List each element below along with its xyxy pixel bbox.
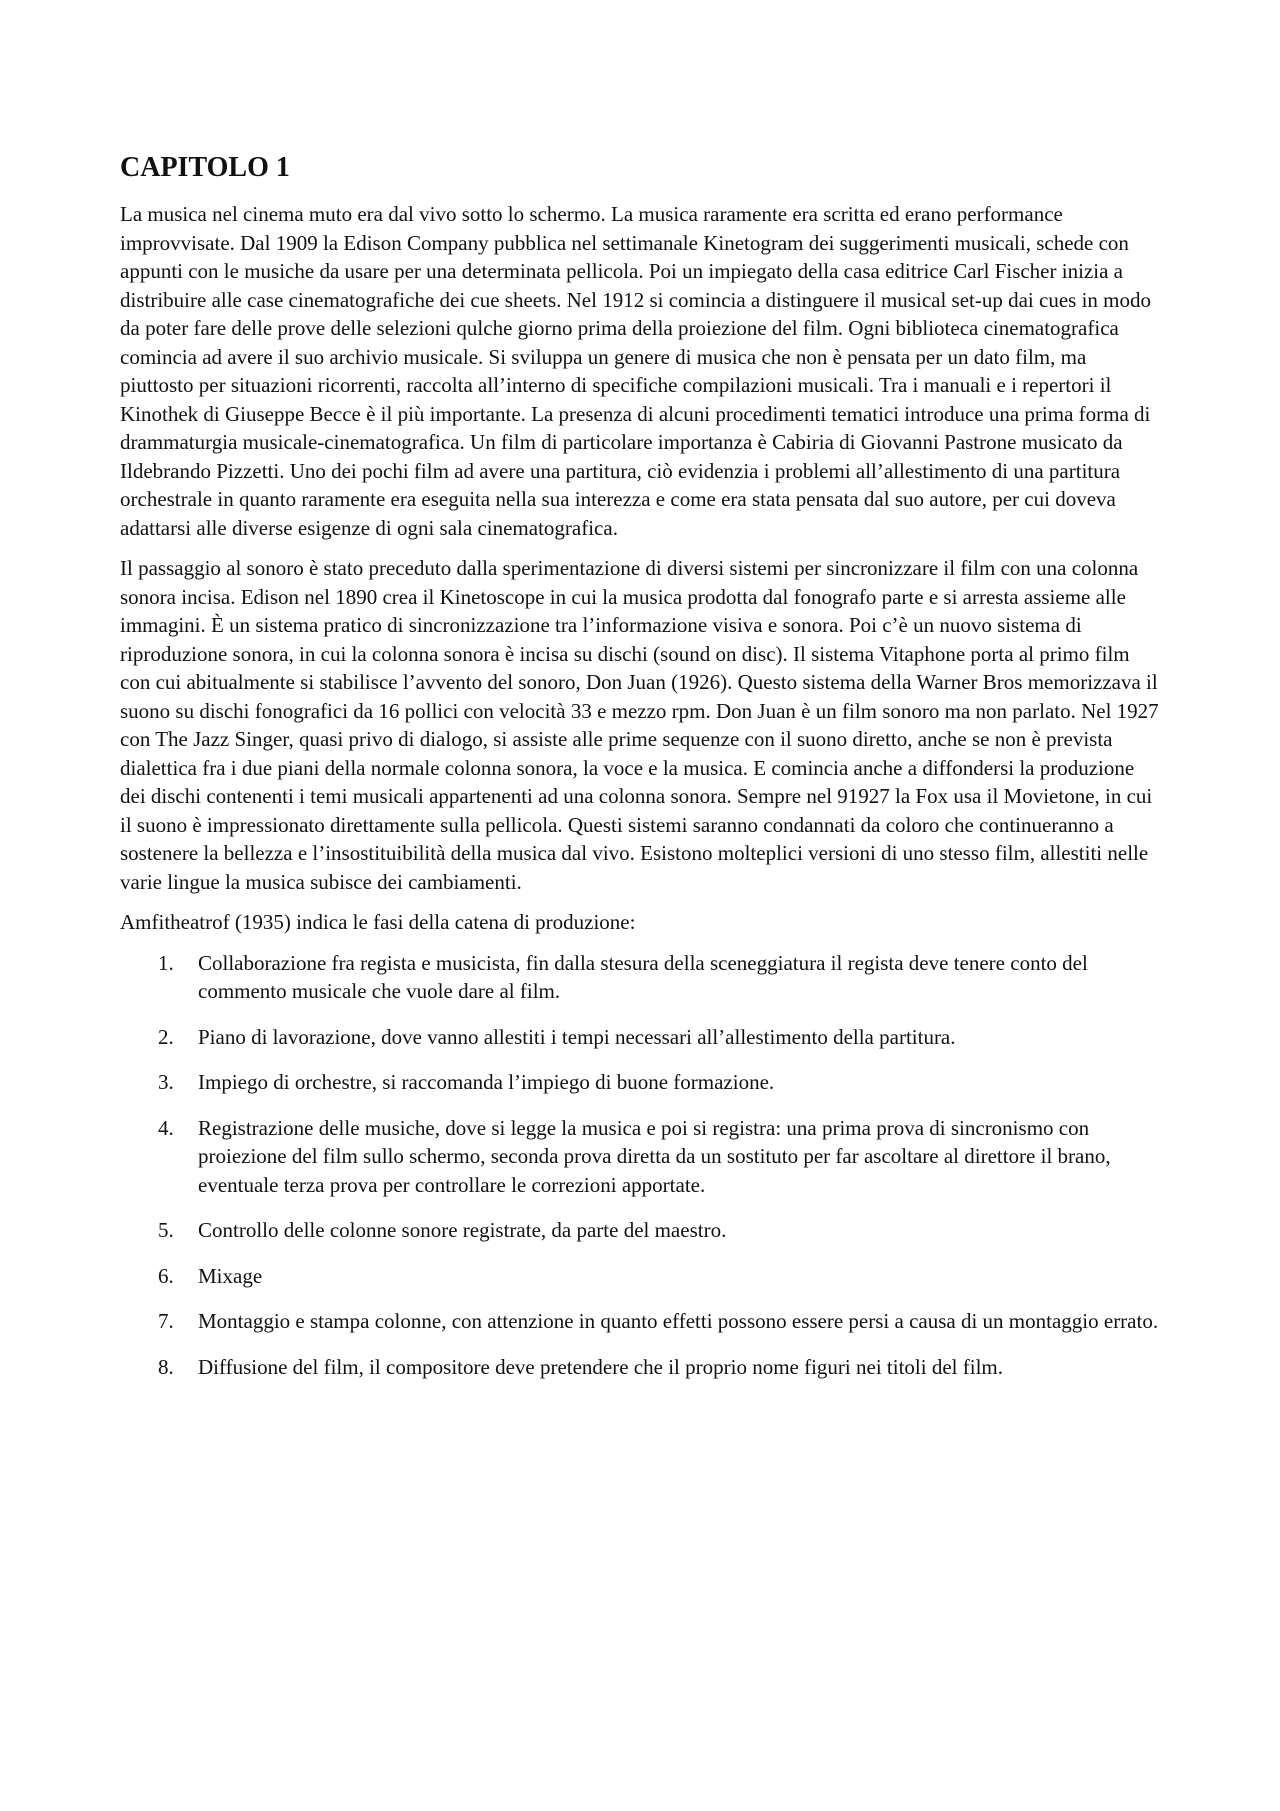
paragraph-silent-cinema: La musica nel cinema muto era dal vivo sotto lo schermo. La musica raramente era scritta ed erano performance improvvisate. Dal 1909 la Edison Company pubblica nel settimanale Kinetogram dei suggerimenti musicali, schede con appunti con le musiche da usare per una determinata pellicola. Poi un impiegato della casa editrice Carl Fischer inizia a distribuire alle case cinematografiche dei cue sheets. Nel 1912 si comincia a distinguere il musical set-up dai cues in modo da poter fare delle prove delle selezioni qulche giorno prima della proiezione del film. Ogni biblioteca cinematografica comincia ad avere il suo archivio musicale. Si sviluppa un genere di musica che non è pensata per un dato film, ma piuttosto per situazioni ricorrenti, raccolta all’interno di specifiche compilazioni musicali. Tra i manuali e i repertori il Kinothek di Giuseppe Becce è il più importante. La presenza di alcuni procedimenti tematici introduce una prima forma di drammaturgia musicale-cinematografica. Un film di particolare importanza è Cabiria di Giovanni Pastrone musicato da Ildebrando Pizzetti. Uno dei pochi film ad avere una partitura, ciò evidenzia i problemi all’allestimento di una partitura orchestrale in quanto raramente era eseguita nella sua interezza e come era stata pensata dal suo autore, per cui doveva adattarsi alle diverse esigenze di ogni sala cinematografica. <box>120 202 1151 540</box>
list-item-number: 4. <box>158 1115 174 1140</box>
list-item-text: Collaborazione fra regista e musicista, fin dalla stesura della sceneggiatura il regista deve tenere conto del commento musicale che vuole dare al film. <box>198 950 1088 1003</box>
list-item-number: 2. <box>158 1024 174 1049</box>
list-item-text: Impiego di orchestre, si raccomanda l’impiego di buone formazione. <box>198 1070 775 1094</box>
list-item-text: Controllo delle colonne sonore registrate, da parte del maestro. <box>198 1218 727 1242</box>
list-item-number: 3. <box>158 1070 174 1094</box>
list-item <box>120 1262 1165 1291</box>
chapter-title: CAPITOLO 1 <box>120 152 290 183</box>
list-item-text: Montaggio e stampa colonne, con attenzione in quanto effetti possono essere persi a causa di un montaggio errato. <box>198 1309 1159 1333</box>
paragraph-production-intro: Amfitheatrof (1935) indica le fasi della catena di produzione: <box>120 910 636 934</box>
list-item <box>120 1216 1165 1245</box>
production-steps-list <box>120 949 1165 1382</box>
list-item-text: Diffusione del film, il compositore deve pretendere che il proprio nome figuri nei titoli del film. <box>198 1354 1003 1379</box>
list-item-text: Piano di lavorazione, dove vanno allestiti i tempi necessari all’allestimento della partitura. <box>198 1024 956 1049</box>
document-page <box>120 150 1165 1398</box>
list-item <box>120 1114 1165 1200</box>
list-item-text: Registrazione delle musiche, dove si legge la musica e poi si registra: una prima prova di sincronismo con proiezione del film sullo schermo, seconda prova diretta da un sostituto per far ascoltare al direttore il brano, eventuale terza prova per controllare le correzioni apportate. <box>198 1115 1111 1197</box>
list-item <box>120 949 1165 1006</box>
list-item <box>120 1307 1165 1336</box>
list-item-number: 8. <box>158 1354 174 1379</box>
list-item-number: 1. <box>158 950 174 975</box>
list-item <box>120 1353 1165 1382</box>
paragraph-sound-transition: Il passaggio al sonoro è stato preceduto dalla sperimentazione di diversi sistemi per sincronizzare il film con una colonna sonora incisa. Edison nel 1890 crea il Kinetoscope in cui la musica prodotta dal fonografo parte e si arresta assieme alle immagini. È un sistema pratico di sincronizzazione tra l’informazione visiva e sonora. Poi c’è un nuovo sistema di riproduzione sonora, in cui la colonna sonora è incisa su dischi (sound on disc). Il sistema Vitaphone porta al primo film con cui abitualmente si stabilisce l’avvento del sonoro, Don Juan (1926). Questo sistema della Warner Bros memorizzava il suono su dischi fonografici da 16 pollici con velocità 33 e mezzo rpm. Don Juan è un film sonoro ma non parlato. Nel 1927 con The Jazz Singer, quasi privo di dialogo, si assiste alle prime sequenze con il suono diretto, anche se non è prevista dialettica fra i due piani della normale colonna sonora, la voce e la musica. E comincia anche a diffondersi la produzione dei dischi contenenti i temi musicali appartenenti ad una colonna sonora. Sempre nel 91927 la Fox usa il Movietone, in cui il suono è impressionato direttamente sulla pellicola. Questi sistemi saranno condannati da coloro che continueranno a sostenere la bellezza e l’insostituibilità della musica dal vivo. Esistono molteplici versioni di uno stesso film, allestiti nelle varie lingue la musica subisce dei cambiamenti. <box>120 556 1159 894</box>
list-item-number: 6. <box>158 1263 174 1288</box>
list-item-number: 7. <box>158 1309 174 1333</box>
list-item <box>120 1068 1165 1097</box>
list-item-text: Mixage <box>198 1263 263 1288</box>
list-item-number: 5. <box>158 1218 174 1242</box>
list-item <box>120 1023 1165 1052</box>
